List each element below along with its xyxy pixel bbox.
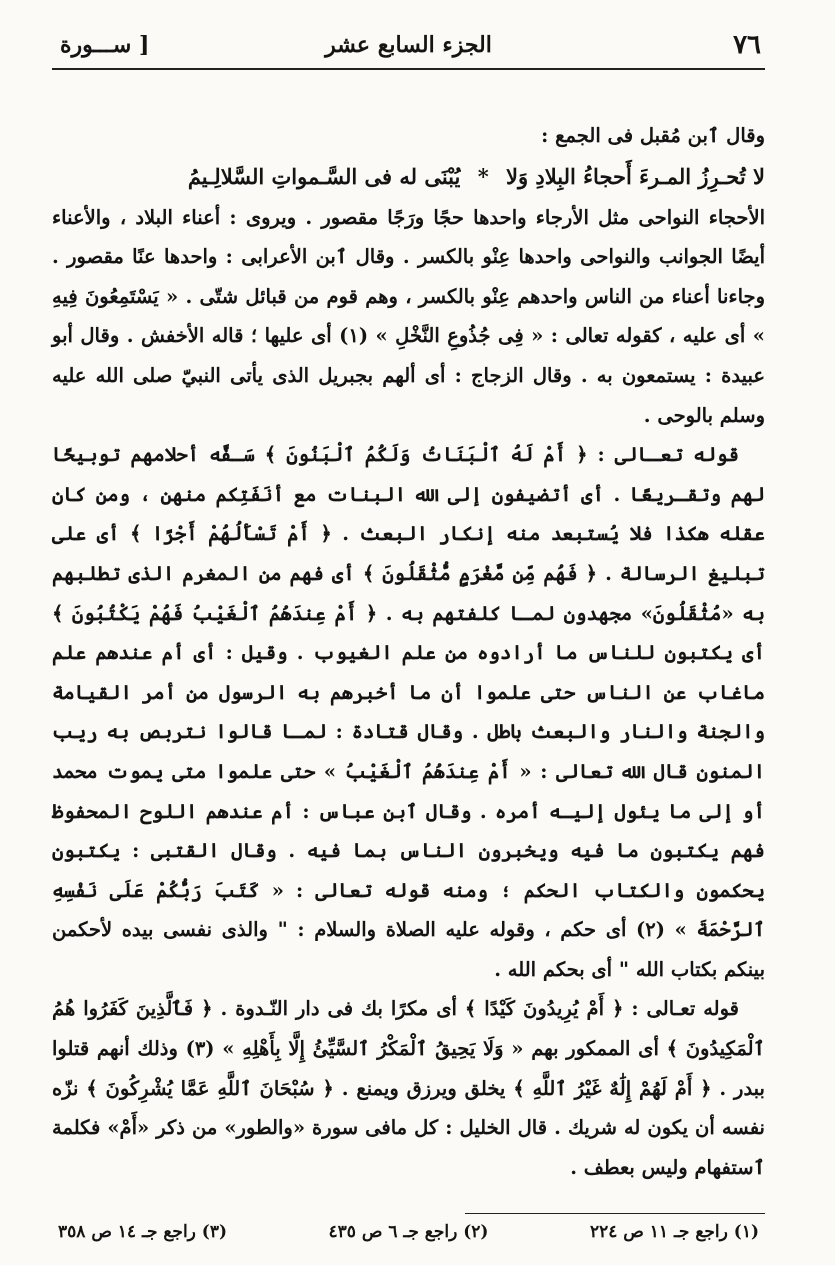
sura-label: [ ســـورة [60,32,150,58]
main-text [52,116,765,1187]
part-title: الجزء السابع عشر [325,32,492,58]
paragraph: الأحجاء النواحى مثل الأرجاء واحدها حجًا ورَجًا مقصور . ويروى : أعناء البلاد ، والأعناء أيضًا الجوانب والنواحى واحدها عِنْو بالكسر . وقال ٱبن الأعرابى : واحدها عنًا مقصور . وجاءنا أعناء من الناس واحدهم عِنْو بالكسر ، وهم قوم من قبائل شتّى . « يَسْتَمِعُونَ فِيهِ » أى عليه ، كقوله تعالى : « فِى جُذُوعِ النَّخْلِ » (١) أى عليها ؛ قاله الأخفش . وقال أبو عبيدة : يستمعون به . وقال الزجاج : أى ألهم بجبريل الذى يأتى النبيّ صلى الله عليه وسلم بالوحى . [52,205,765,427]
running-header [52,24,765,66]
verse-separator: * [477,163,489,189]
footnote: (٣) راجع جـ ١٤ ص ٣٥٨ [58,1222,228,1243]
verse-first-hemistich: لا تُحـرِزُ المـرءَ أَحجاءُ البِلادِ وَلا [505,163,765,189]
footnote: (٢) راجع جـ ٦ ص ٤٣٥ [328,1222,489,1243]
page-number: ٧٦ [733,30,761,60]
verse-second-hemistich: يُبْنَى له فى السَّـمواتِ السَّلالِـيمُ [187,163,461,189]
intro-line: وقال ٱبن مُقبل فى الجمع : [541,124,765,147]
paragraph: قوله تعـالى : ﴿ أَمْ يُرِيدُونَ كَيْدًا ﴾ أى مكرًا بك فى دار النّـدوة . ﴿ فَٱلَّذِينَ كَفَرُوا هُمُ ٱلْمَكِيدُونَ ﴾ أى الممكور بهم « وَلَا يَحِيقُ ٱلْمَكْرُ ٱلسَّيِّئُ إِلَّا بِأَهْلِهِ » (٣) وذلك أنهم قتلوا ببدر . ﴿ أَمْ لَهُمْ إِلَٰهٌ غَيْرُ ٱللَّهِ ﴾ يخلق ويرزق ويمنع . ﴿ سُبْحَانَ ٱللَّهِ عَمَّا يُشْرِكُونَ ﴾ نزّه نفسه أن يكون له شريك . قال الخليل : كل مافى سورة «والطور» من ذكر «أَمْ» فكلمة ٱستفهام وليس بعطف . [52,997,765,1179]
footnote: (١) راجع جـ ١١ ص ٢٢٤ [589,1222,759,1243]
footnotes [52,1222,765,1242]
poetry-verse [52,156,765,198]
header-rule [52,68,765,70]
paragraph: قوله تعـالى : ﴿ أَمْ لَهُ ٱلْبَنَاتُ وَلَكُمُ ٱلْبَنُونَ ﴾ سَـفَّه أحلامهم توبيخًا لهم وتقـريعًا . أى أتضيفون إلى الله البنات مع أنَفَتِكم منهن ، ومن كان عقله هكذا فلا يُستبعد منه إنكار البعث . ﴿ أَمْ تَسْأَلُهُمْ أَجْرًا ﴾ أى على تبليغ الرسالة . ﴿ فَهُم مِّن مَّغْرَمٍ مُّثْقَلُونَ ﴾ أى فهم من المغرم الذى تطلبهم به «مُثْقَلُونَ» مجهدون لمـا كلفتهم به . ﴿ أَمْ عِندَهُمُ ٱلْغَيْبُ فَهُمْ يَكْتُبُونَ ﴾ أى يكتبون للناس ما أرادوه من علم الغيوب . وقيل : أى أم عندهم علم ماغاب عن الناس حتى علموا أن ما أخبرهم به الرسول من أمر القيامة والجنة والنار والبعث باطل . وقال قتادة : لمـا قالوا نتربص به ريب المنون قال الله تعالى : « أَمْ عِندَهُمُ ٱلْغَيْبُ » حتى علموا متى يموت محمد أو إلى ما يئول إليـه أمره . وقال ٱبن عباس : أم عندهم اللوح المحفوظ فهم يكتبون ما فيه ويخبرون الناس بما فيه . وقال القتبى : يكتبون يحكمون والكتاب الحكم ؛ ومنه قوله تعالى : « كَتَبَ رَبُّكُمْ عَلَى نَفْسِهِ ٱلرَّحْمَةَ » (٢) أى حكم ، وقوله عليه الصلاة والسلام : " والذى نفسى بيده لأحكمن بينكم بكتاب الله " أى بحكم الله . [52,443,766,981]
footnote-rule [465,1213,765,1214]
